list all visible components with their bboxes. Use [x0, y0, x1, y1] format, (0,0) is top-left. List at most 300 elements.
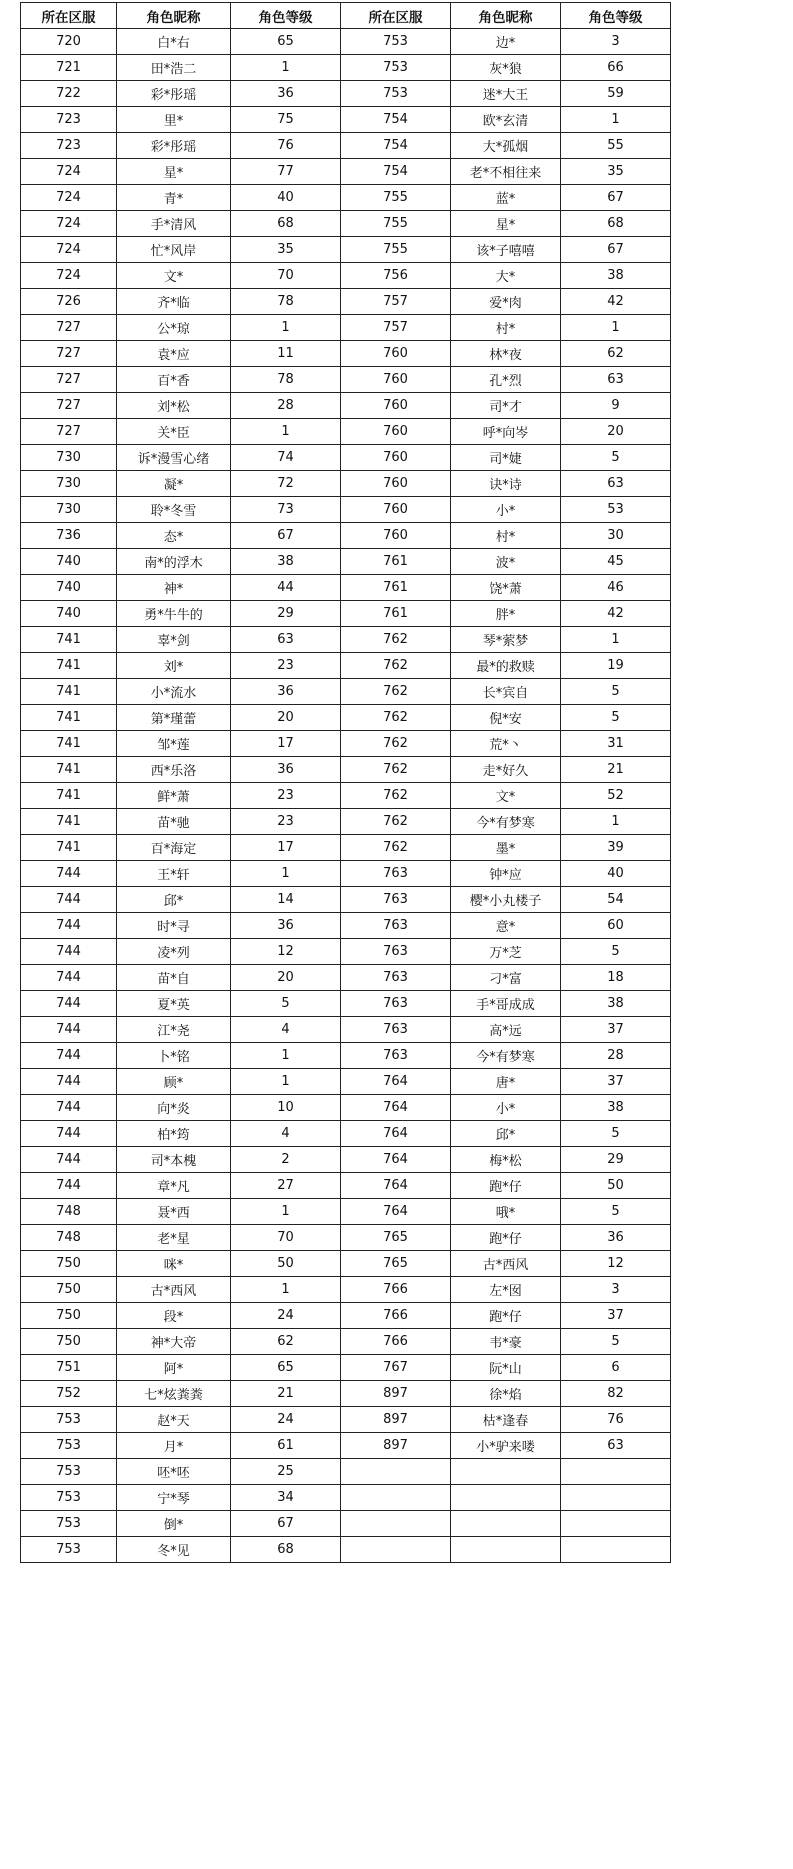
cell-server: 761: [341, 549, 451, 575]
cell-nickname: 诉*漫雪心绪: [117, 445, 231, 471]
cell-level: 6: [561, 1355, 671, 1381]
cell-level: 1: [561, 627, 671, 653]
cell-level: 77: [231, 159, 341, 185]
cell-server: 727: [21, 393, 117, 419]
cell-server: 754: [341, 107, 451, 133]
header-server-right: 所在区服: [341, 3, 451, 29]
cell-server: [341, 1537, 451, 1563]
cell-nickname: 胖*: [451, 601, 561, 627]
cell-nickname: 呸*呸: [117, 1459, 231, 1485]
cell-server: 760: [341, 497, 451, 523]
cell-server: 730: [21, 471, 117, 497]
cell-nickname: 彩*彤瑶: [117, 133, 231, 159]
cell-server: 748: [21, 1199, 117, 1225]
cell-server: 763: [341, 887, 451, 913]
table-row: [21, 705, 671, 731]
cell-nickname: 白*右: [117, 29, 231, 55]
cell-level: 5: [561, 1199, 671, 1225]
table-row: [21, 809, 671, 835]
table-row: [21, 133, 671, 159]
cell-level: 38: [561, 263, 671, 289]
cell-server: 741: [21, 731, 117, 757]
cell-nickname: 倒*: [117, 1511, 231, 1537]
table-row: [21, 1433, 671, 1459]
table-row: [21, 783, 671, 809]
cell-server: 760: [341, 367, 451, 393]
cell-level: 14: [231, 887, 341, 913]
cell-nickname: 阿*: [117, 1355, 231, 1381]
cell-level: 31: [561, 731, 671, 757]
cell-server: 740: [21, 601, 117, 627]
cell-nickname: 夏*英: [117, 991, 231, 1017]
table-row: [21, 679, 671, 705]
cell-nickname: 小*驴来喽: [451, 1433, 561, 1459]
cell-level: 76: [561, 1407, 671, 1433]
cell-nickname: 邱*: [117, 887, 231, 913]
cell-level: 1: [231, 419, 341, 445]
cell-level: 60: [561, 913, 671, 939]
cell-server: 721: [21, 55, 117, 81]
cell-server: 750: [21, 1303, 117, 1329]
cell-server: 744: [21, 861, 117, 887]
table-row: [21, 107, 671, 133]
cell-level: 70: [231, 263, 341, 289]
cell-server: 736: [21, 523, 117, 549]
cell-nickname: [451, 1511, 561, 1537]
table-row: [21, 887, 671, 913]
cell-level: 5: [561, 445, 671, 471]
cell-level: 21: [231, 1381, 341, 1407]
table-row: [21, 1121, 671, 1147]
cell-level: 50: [231, 1251, 341, 1277]
cell-server: 744: [21, 1173, 117, 1199]
cell-server: 724: [21, 185, 117, 211]
cell-server: 744: [21, 965, 117, 991]
cell-server: 764: [341, 1199, 451, 1225]
cell-nickname: [451, 1485, 561, 1511]
cell-server: 762: [341, 783, 451, 809]
cell-server: 762: [341, 627, 451, 653]
cell-server: 763: [341, 913, 451, 939]
table-row: [21, 471, 671, 497]
cell-nickname: 古*西风: [117, 1277, 231, 1303]
table-row: [21, 393, 671, 419]
cell-level: 67: [561, 237, 671, 263]
table-row: [21, 523, 671, 549]
cell-level: 59: [561, 81, 671, 107]
table-row: [21, 211, 671, 237]
cell-level: 1: [231, 1277, 341, 1303]
cell-level: 38: [231, 549, 341, 575]
cell-nickname: 关*臣: [117, 419, 231, 445]
cell-level: 36: [231, 757, 341, 783]
cell-server: 760: [341, 341, 451, 367]
table-row: [21, 1537, 671, 1563]
table-row: [21, 757, 671, 783]
cell-nickname: 灰*狼: [451, 55, 561, 81]
cell-server: 760: [341, 523, 451, 549]
cell-nickname: 南*的浮木: [117, 549, 231, 575]
cell-level: 1: [561, 315, 671, 341]
cell-server: 722: [21, 81, 117, 107]
cell-server: 754: [341, 133, 451, 159]
table-row: [21, 497, 671, 523]
cell-server: 761: [341, 575, 451, 601]
cell-nickname: 钟*应: [451, 861, 561, 887]
cell-server: 761: [341, 601, 451, 627]
table-row: [21, 1199, 671, 1225]
cell-server: 765: [341, 1225, 451, 1251]
cell-server: 753: [21, 1485, 117, 1511]
cell-nickname: 文*: [117, 263, 231, 289]
table-row: [21, 627, 671, 653]
cell-server: 763: [341, 939, 451, 965]
cell-server: 740: [21, 549, 117, 575]
cell-server: 897: [341, 1433, 451, 1459]
cell-server: 744: [21, 1095, 117, 1121]
table-row: [21, 1329, 671, 1355]
cell-level: 5: [561, 1329, 671, 1355]
cell-nickname: 呼*向岑: [451, 419, 561, 445]
cell-nickname: 哦*: [451, 1199, 561, 1225]
cell-nickname: [451, 1537, 561, 1563]
cell-level: 36: [231, 913, 341, 939]
cell-nickname: 文*: [451, 783, 561, 809]
cell-level: 42: [561, 601, 671, 627]
table-header-row: [21, 3, 671, 29]
cell-nickname: 手*清风: [117, 211, 231, 237]
cell-nickname: 第*瑾蕾: [117, 705, 231, 731]
header-level-left: 角色等级: [231, 3, 341, 29]
cell-nickname: 最*的救赎: [451, 653, 561, 679]
cell-server: 755: [341, 237, 451, 263]
cell-server: 750: [21, 1277, 117, 1303]
cell-server: 757: [341, 315, 451, 341]
cell-nickname: 左*囡: [451, 1277, 561, 1303]
cell-nickname: 该*子嘻嘻: [451, 237, 561, 263]
cell-level: 30: [561, 523, 671, 549]
cell-level: 37: [561, 1303, 671, 1329]
cell-level: 27: [231, 1173, 341, 1199]
cell-level: 76: [231, 133, 341, 159]
cell-level: 63: [561, 367, 671, 393]
cell-server: 744: [21, 1147, 117, 1173]
cell-nickname: 七*炫粪粪: [117, 1381, 231, 1407]
cell-server: 767: [341, 1355, 451, 1381]
cell-server: 766: [341, 1277, 451, 1303]
cell-server: 723: [21, 107, 117, 133]
cell-server: 727: [21, 341, 117, 367]
cell-server: 750: [21, 1251, 117, 1277]
cell-level: 78: [231, 289, 341, 315]
cell-level: 40: [231, 185, 341, 211]
cell-level: 24: [231, 1407, 341, 1433]
cell-nickname: 边*: [451, 29, 561, 55]
table-row: [21, 1407, 671, 1433]
cell-server: 744: [21, 1121, 117, 1147]
cell-server: 764: [341, 1069, 451, 1095]
cell-server: 753: [21, 1433, 117, 1459]
cell-level: 1: [231, 1043, 341, 1069]
cell-nickname: 高*远: [451, 1017, 561, 1043]
cell-nickname: 刁*富: [451, 965, 561, 991]
cell-nickname: 阮*山: [451, 1355, 561, 1381]
cell-server: 740: [21, 575, 117, 601]
cell-level: 20: [561, 419, 671, 445]
cell-nickname: 迷*大王: [451, 81, 561, 107]
cell-nickname: [451, 1459, 561, 1485]
cell-server: 756: [341, 263, 451, 289]
cell-server: 762: [341, 835, 451, 861]
cell-level: 1: [561, 809, 671, 835]
cell-server: [341, 1485, 451, 1511]
cell-level: 36: [561, 1225, 671, 1251]
cell-level: 67: [231, 1511, 341, 1537]
cell-server: 762: [341, 653, 451, 679]
cell-nickname: 青*: [117, 185, 231, 211]
cell-server: 744: [21, 1017, 117, 1043]
cell-server: 753: [21, 1459, 117, 1485]
cell-nickname: 勇*牛牛的: [117, 601, 231, 627]
cell-level: 44: [231, 575, 341, 601]
cell-level: 24: [231, 1303, 341, 1329]
cell-server: 753: [21, 1407, 117, 1433]
cell-level: 68: [561, 211, 671, 237]
cell-level: 20: [231, 705, 341, 731]
cell-nickname: 走*好久: [451, 757, 561, 783]
cell-nickname: 跑*仔: [451, 1173, 561, 1199]
cell-level: 18: [561, 965, 671, 991]
cell-server: 720: [21, 29, 117, 55]
table-row: [21, 835, 671, 861]
cell-server: 730: [21, 445, 117, 471]
cell-level: 37: [561, 1017, 671, 1043]
cell-server: 755: [341, 211, 451, 237]
cell-server: 760: [341, 419, 451, 445]
table-row: [21, 1069, 671, 1095]
cell-nickname: 神*: [117, 575, 231, 601]
table-row: [21, 913, 671, 939]
cell-nickname: 司*才: [451, 393, 561, 419]
cell-nickname: 星*: [117, 159, 231, 185]
cell-nickname: 跑*仔: [451, 1225, 561, 1251]
cell-server: 741: [21, 757, 117, 783]
cell-level: 52: [561, 783, 671, 809]
table-body: [21, 29, 671, 1563]
table-row: [21, 1277, 671, 1303]
cell-level: 21: [561, 757, 671, 783]
cell-level: [561, 1537, 671, 1563]
cell-server: 762: [341, 705, 451, 731]
cell-level: 34: [231, 1485, 341, 1511]
cell-nickname: 枯*逢春: [451, 1407, 561, 1433]
cell-level: 38: [561, 991, 671, 1017]
cell-nickname: 墨*: [451, 835, 561, 861]
cell-nickname: 王*轩: [117, 861, 231, 887]
cell-nickname: 星*: [451, 211, 561, 237]
table-row: [21, 289, 671, 315]
cell-nickname: 江*尧: [117, 1017, 231, 1043]
cell-level: 82: [561, 1381, 671, 1407]
cell-level: [561, 1459, 671, 1485]
table-row: [21, 159, 671, 185]
cell-level: 5: [561, 705, 671, 731]
cell-level: 55: [561, 133, 671, 159]
cell-nickname: 刘*: [117, 653, 231, 679]
cell-nickname: 冬*见: [117, 1537, 231, 1563]
cell-nickname: 田*浩二: [117, 55, 231, 81]
table-row: [21, 1251, 671, 1277]
cell-nickname: 苗*自: [117, 965, 231, 991]
table-row: [21, 1303, 671, 1329]
header-nickname-right: 角色昵称: [451, 3, 561, 29]
cell-nickname: 欧*玄清: [451, 107, 561, 133]
cell-level: 63: [561, 1433, 671, 1459]
cell-level: 54: [561, 887, 671, 913]
cell-nickname: 古*西风: [451, 1251, 561, 1277]
cell-server: 755: [341, 185, 451, 211]
cell-level: 23: [231, 653, 341, 679]
cell-server: 762: [341, 679, 451, 705]
cell-level: 4: [231, 1017, 341, 1043]
cell-server: 744: [21, 939, 117, 965]
table-row: [21, 1225, 671, 1251]
cell-server: 748: [21, 1225, 117, 1251]
table-row: [21, 861, 671, 887]
cell-level: 1: [231, 1069, 341, 1095]
cell-level: 62: [231, 1329, 341, 1355]
cell-level: 75: [231, 107, 341, 133]
cell-level: 38: [561, 1095, 671, 1121]
table-row: [21, 1017, 671, 1043]
cell-nickname: 樱*小丸楼子: [451, 887, 561, 913]
cell-server: 727: [21, 419, 117, 445]
cell-nickname: 大*孤烟: [451, 133, 561, 159]
cell-nickname: 态*: [117, 523, 231, 549]
cell-server: 897: [341, 1381, 451, 1407]
cell-level: 62: [561, 341, 671, 367]
cell-server: 724: [21, 159, 117, 185]
cell-level: 19: [561, 653, 671, 679]
cell-level: 50: [561, 1173, 671, 1199]
cell-server: 762: [341, 809, 451, 835]
cell-server: 753: [21, 1537, 117, 1563]
table-row: [21, 965, 671, 991]
cell-level: 1: [231, 315, 341, 341]
cell-server: 897: [341, 1407, 451, 1433]
table-row: [21, 549, 671, 575]
table-row: [21, 1095, 671, 1121]
cell-server: 751: [21, 1355, 117, 1381]
table-row: [21, 1381, 671, 1407]
cell-nickname: 齐*临: [117, 289, 231, 315]
cell-nickname: 向*炎: [117, 1095, 231, 1121]
cell-level: 46: [561, 575, 671, 601]
cell-nickname: 老*星: [117, 1225, 231, 1251]
cell-nickname: 刘*松: [117, 393, 231, 419]
cell-level: 65: [231, 29, 341, 55]
cell-nickname: 韦*豪: [451, 1329, 561, 1355]
cell-level: 53: [561, 497, 671, 523]
cell-server: 750: [21, 1329, 117, 1355]
cell-nickname: 今*有梦寒: [451, 809, 561, 835]
cell-server: 753: [341, 55, 451, 81]
cell-level: 70: [231, 1225, 341, 1251]
cell-server: 744: [21, 991, 117, 1017]
cell-level: 17: [231, 835, 341, 861]
cell-nickname: 饶*萧: [451, 575, 561, 601]
cell-level: 1: [231, 55, 341, 81]
cell-level: 67: [231, 523, 341, 549]
cell-nickname: 波*: [451, 549, 561, 575]
cell-level: 72: [231, 471, 341, 497]
cell-nickname: 诀*诗: [451, 471, 561, 497]
cell-level: 61: [231, 1433, 341, 1459]
cell-nickname: 彩*彤瑶: [117, 81, 231, 107]
cell-nickname: 蓝*: [451, 185, 561, 211]
cell-nickname: 梅*松: [451, 1147, 561, 1173]
cell-server: 766: [341, 1329, 451, 1355]
cell-nickname: 辜*剑: [117, 627, 231, 653]
cell-level: 28: [561, 1043, 671, 1069]
cell-level: 2: [231, 1147, 341, 1173]
cell-server: 757: [341, 289, 451, 315]
cell-level: 65: [231, 1355, 341, 1381]
cell-server: 754: [341, 159, 451, 185]
cell-nickname: 凌*列: [117, 939, 231, 965]
cell-level: 78: [231, 367, 341, 393]
cell-nickname: 赵*天: [117, 1407, 231, 1433]
cell-level: 12: [561, 1251, 671, 1277]
cell-nickname: 意*: [451, 913, 561, 939]
cell-level: 5: [561, 939, 671, 965]
cell-level: 11: [231, 341, 341, 367]
cell-nickname: 聆*冬雪: [117, 497, 231, 523]
cell-nickname: 长*宾自: [451, 679, 561, 705]
cell-server: 724: [21, 263, 117, 289]
cell-level: 4: [231, 1121, 341, 1147]
table-row: [21, 185, 671, 211]
cell-nickname: 卜*铭: [117, 1043, 231, 1069]
cell-nickname: 聂*西: [117, 1199, 231, 1225]
cell-server: 762: [341, 757, 451, 783]
cell-server: 744: [21, 1043, 117, 1069]
cell-level: 3: [561, 1277, 671, 1303]
cell-server: 741: [21, 627, 117, 653]
cell-nickname: 司*本槐: [117, 1147, 231, 1173]
cell-nickname: 袁*应: [117, 341, 231, 367]
cell-server: 766: [341, 1303, 451, 1329]
cell-server: 744: [21, 887, 117, 913]
cell-server: 763: [341, 1017, 451, 1043]
cell-level: [561, 1485, 671, 1511]
cell-nickname: 村*: [451, 523, 561, 549]
cell-nickname: 宁*琴: [117, 1485, 231, 1511]
cell-server: 730: [21, 497, 117, 523]
cell-level: 63: [231, 627, 341, 653]
table-row: [21, 1511, 671, 1537]
cell-server: 724: [21, 237, 117, 263]
cell-level: 5: [561, 1121, 671, 1147]
table-row: [21, 1173, 671, 1199]
cell-nickname: 孔*烈: [451, 367, 561, 393]
cell-nickname: 月*: [117, 1433, 231, 1459]
cell-nickname: 时*寻: [117, 913, 231, 939]
table-row: [21, 939, 671, 965]
cell-level: 1: [231, 1199, 341, 1225]
cell-nickname: 跑*仔: [451, 1303, 561, 1329]
cell-nickname: 万*芝: [451, 939, 561, 965]
